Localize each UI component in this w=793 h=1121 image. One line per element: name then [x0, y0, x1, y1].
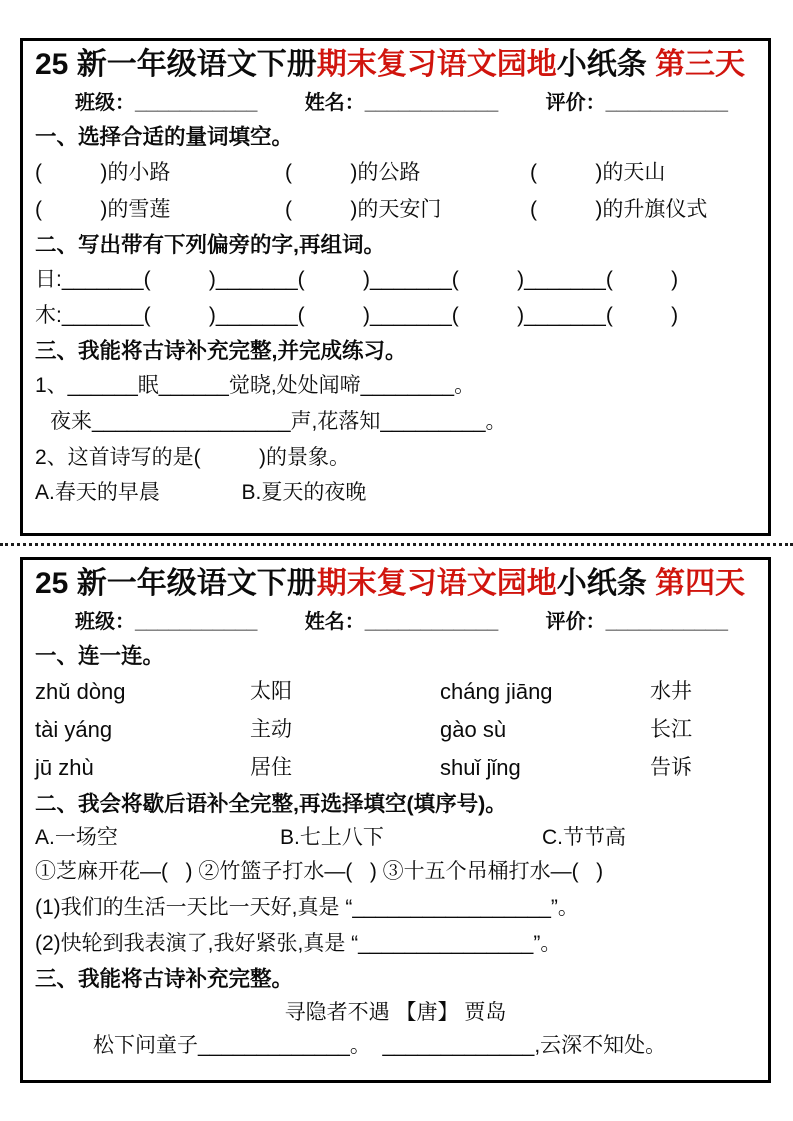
option-b: B.七上八下 — [280, 826, 384, 849]
quantifier-item: ( )的公路 — [285, 161, 421, 184]
day4-section2-heading: 二、我会将歇后语补全完整,再选择填空(填序号)。 — [35, 792, 507, 816]
match-word-cell: 主动 — [250, 718, 292, 741]
title-text-black-1: 25 新一年级语文下册 — [35, 567, 317, 600]
matching-row — [35, 673, 756, 711]
quantifier-row-2 — [35, 191, 756, 228]
quantifier-item: ( )的天安门 — [285, 198, 442, 221]
matching-row — [35, 749, 756, 787]
quantifier-row-1 — [35, 154, 756, 191]
day3-section2-heading: 二、写出带有下列偏旁的字,再组词。 — [35, 233, 385, 257]
student-info-row — [35, 606, 756, 639]
xiehouyu-options-row — [35, 821, 756, 854]
match-pinyin-cell: cháng jiāng — [440, 679, 553, 704]
quantifier-item: ( )的升旗仪式 — [530, 198, 708, 221]
day3-section1-heading: 一、选择合适的量词填空。 — [35, 125, 294, 149]
match-pinyin-cell: jū zhù — [35, 755, 94, 780]
poem-fill-line-1: 1、______眠______觉晓,处处闻啼________。 — [35, 374, 476, 397]
day4-section1-heading: 一、连一连。 — [35, 644, 165, 668]
title-day-badge: 第四天 — [655, 567, 746, 600]
title-text-black-2: 小纸条 — [556, 567, 656, 600]
class-field: 班级：___________ — [75, 92, 258, 114]
quantifier-item: ( )的小路 — [35, 161, 171, 184]
match-word-cell: 居住 — [250, 756, 292, 779]
xiehouyu-items-line: ①芝麻开花—( ) ②竹篮子打水—( ) ③十五个吊桶打水—( ) — [35, 860, 604, 883]
radical-row-ri: 日:_______( )_______( )_______( )_______( ) — [35, 268, 679, 291]
worksheet-card-day4 — [20, 557, 771, 1083]
poem-fill-line-2: 夜来_________________声,花落知_________。 — [50, 410, 507, 433]
match-pinyin-cell: zhǔ dòng — [35, 679, 126, 704]
option-a: A.一场空 — [35, 826, 118, 849]
match-pinyin-cell: gào sù — [440, 717, 507, 742]
title-day-badge: 第三天 — [655, 48, 746, 81]
match-word-cell: 长江 — [650, 718, 692, 741]
poem-choices-line: A.春天的早晨 B.夏天的夜晚 — [35, 481, 367, 504]
day4-section3-heading: 三、我能将古诗补充完整。 — [35, 967, 294, 991]
quantifier-item: ( )的雪莲 — [35, 198, 171, 221]
card-title-day3 — [35, 43, 756, 87]
radical-row-mu: 木:_______( )_______( )_______( )_______( ) — [35, 304, 679, 327]
name-field: 姓名：____________ — [304, 92, 499, 114]
name-field: 姓名：____________ — [304, 611, 499, 633]
match-word-cell: 水井 — [650, 680, 692, 703]
match-pinyin-cell: tài yáng — [35, 717, 113, 742]
eval-field: 评价：___________ — [545, 611, 728, 633]
match-word-cell: 太阳 — [250, 680, 292, 703]
quantifier-item: ( )的天山 — [530, 161, 666, 184]
student-info-row — [35, 87, 756, 120]
title-text-red-1: 期末复习语文园地 — [316, 567, 557, 600]
title-text-black-1: 25 新一年级语文下册 — [35, 48, 317, 81]
day3-section3-heading: 三、我能将古诗补充完整,并完成练习。 — [35, 339, 407, 363]
option-c: C.节节高 — [542, 826, 626, 849]
poem-title-line: 寻隐者不遇 【唐】 贾岛 — [284, 1001, 507, 1024]
cut-line-divider — [0, 543, 793, 546]
eval-field: 评价：___________ — [545, 92, 728, 114]
match-pinyin-cell: shuǐ jǐng — [440, 755, 521, 780]
poem-question-line: 2、这首诗写的是( )的景象。 — [35, 446, 351, 469]
match-word-cell: 告诉 — [650, 756, 692, 779]
class-field: 班级：___________ — [75, 611, 258, 633]
card-title-day4 — [35, 562, 756, 606]
title-text-black-2: 小纸条 — [556, 48, 656, 81]
poem-body-line: 松下问童子_____________。 _____________,云深不知处。 — [93, 1034, 667, 1057]
title-text-red-1: 期末复习语文园地 — [316, 48, 557, 81]
worksheet-card-day3 — [20, 38, 771, 536]
fill-sentence-2: (2)快轮到我表演了,我好紧张,真是 “_______________”。 — [35, 932, 562, 955]
matching-row — [35, 711, 756, 749]
fill-sentence-1: (1)我们的生活一天比一天好,真是 “_________________”。 — [35, 896, 579, 919]
